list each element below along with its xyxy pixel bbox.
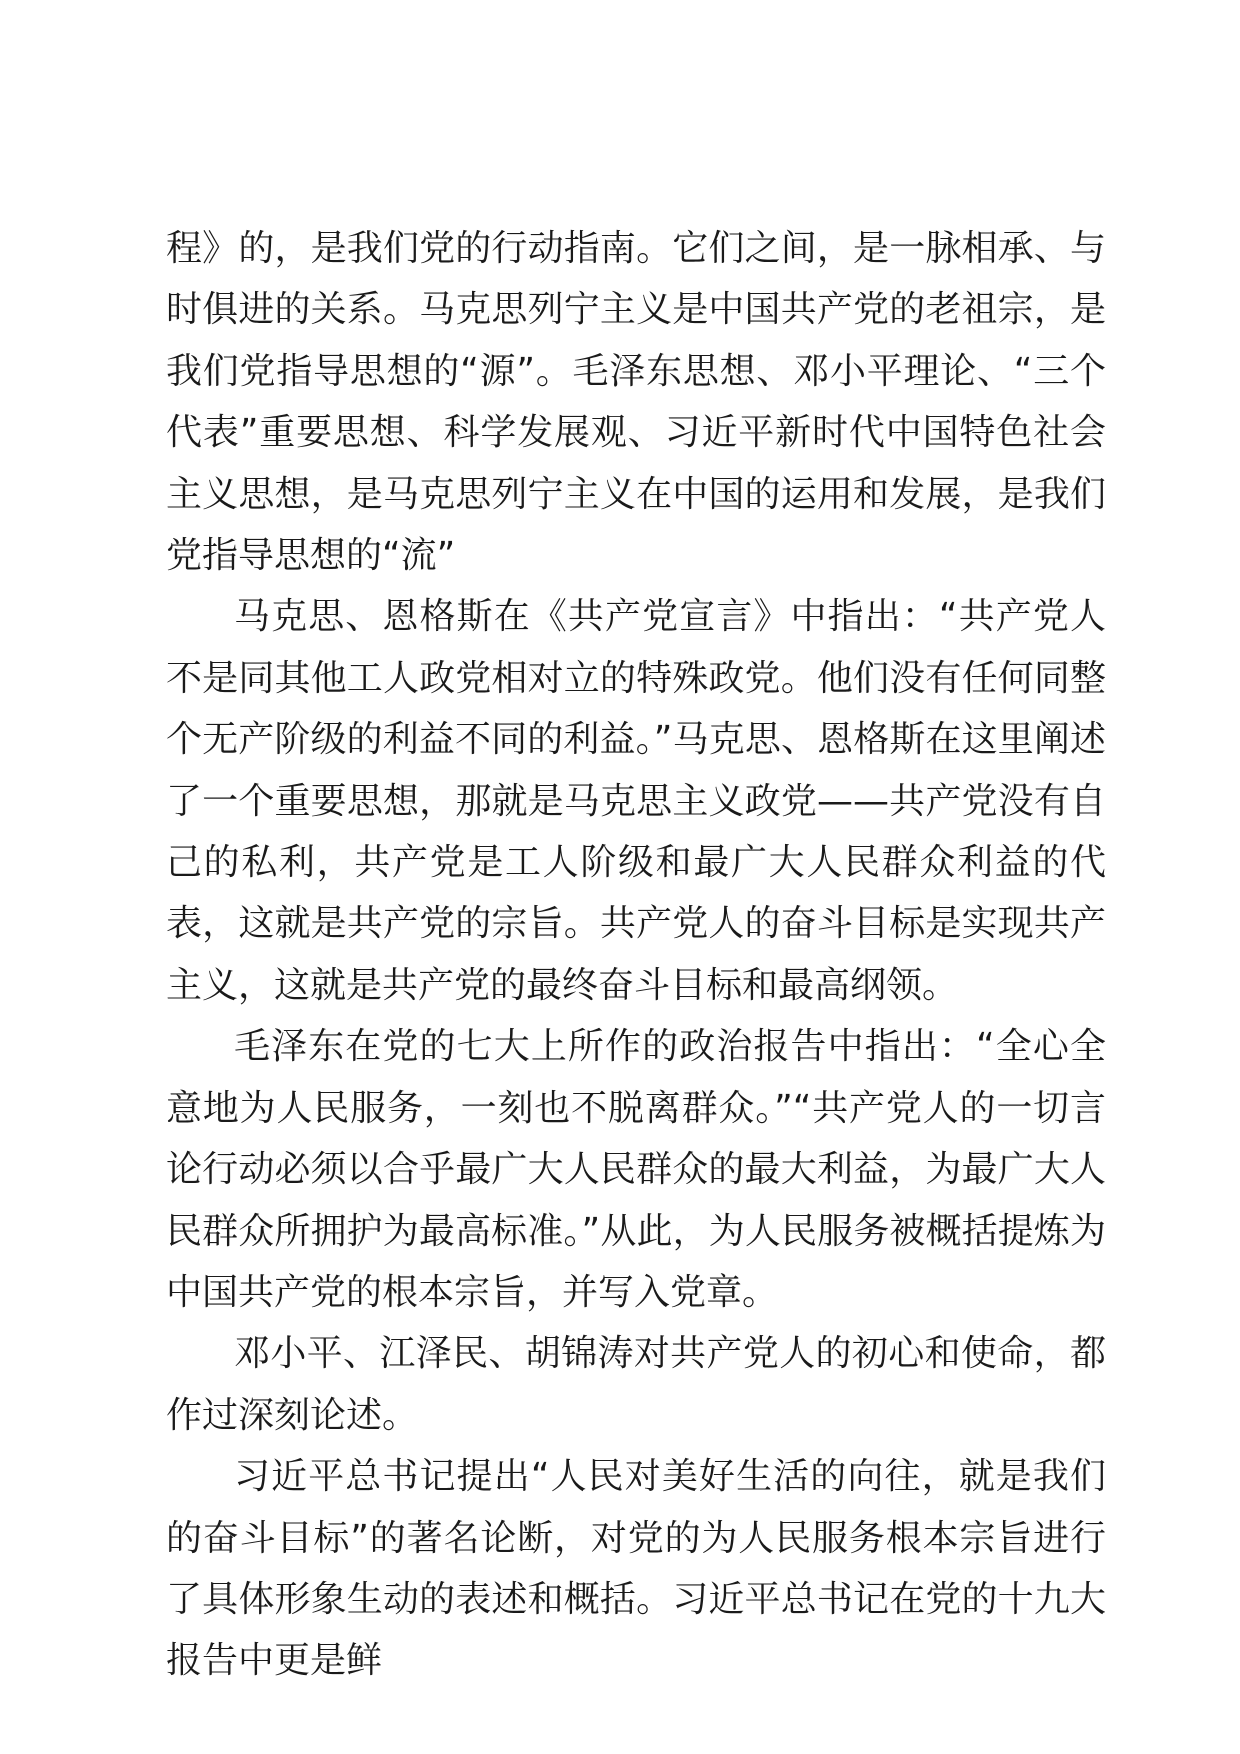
paragraph-2: 马克思、恩格斯在《共产党宣言》中指出：“共产党人不是同其他工人政党相对立的特殊政党。他们没有任何同整个无产阶级的利益不同的利益。”马克思、恩格斯在这里阐述了一个重要思想，那就是马克思主义政党——共产党没有自己的私利，共产党是工人阶级和最广大人民群众利益的代表，这就是共产党的宗旨。共产党人的奋斗目标是实现共产主义，这就是共产党的最终奋斗目标和最高纲领。 — [166, 596, 1106, 1006]
paragraph-1: 程》的，是我们党的行动指南。它们之间，是一脉相承、与时俱进的关系。马克思列宁主义是中国共产党的老祖宗，是我们党指导思想的“源”。毛泽东思想、邓小平理论、“三个代表”重要思想、科学发展观、习近平新时代中国特色社会主义思想，是马克思列宁主义在中国的运用和发展，是我们党指导思想的“流” — [166, 228, 1106, 577]
document-body — [166, 218, 1106, 1692]
paragraph-3: 毛泽东在党的七大上所作的政治报告中指出：“全心全意地为人民服务，一刻也不脱离群众。”“共产党人的一切言论行动必须以合乎最广大人民群众的最大利益，为最广大人民群众所拥护为最高标准。”从此，为人民服务被概括提炼为中国共产党的根本宗旨，并写入党章。 — [166, 1026, 1106, 1313]
paragraph-4: 邓小平、江泽民、胡锦涛对共产党人的初心和使命，都作过深刻论述。 — [166, 1333, 1106, 1436]
paragraph-5: 习近平总书记提出“人民对美好生活的向往，就是我们的奋斗目标”的著名论断，对党的为人民服务根本宗旨进行了具体形象生动的表述和概括。习近平总书记在党的十九大报告中更是鲜 — [166, 1456, 1106, 1682]
